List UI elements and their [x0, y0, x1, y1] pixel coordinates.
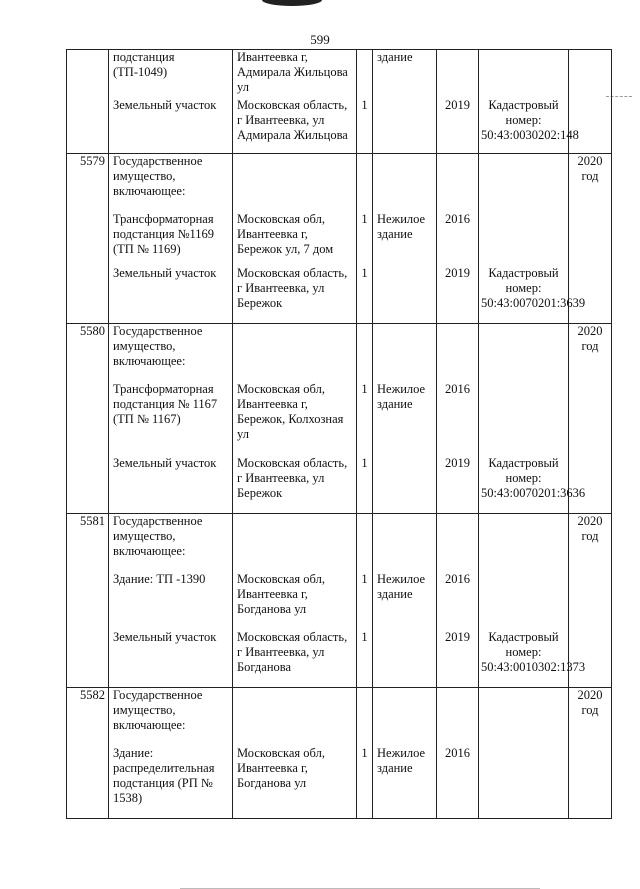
- item-type: [373, 98, 437, 154]
- item-year: 2016: [437, 572, 479, 630]
- cadastral-number: [479, 514, 569, 572]
- item-type: [373, 456, 437, 514]
- item-quantity: [357, 50, 373, 98]
- item-quantity: 1: [357, 382, 373, 456]
- item-name: Здание: ТП -1390: [109, 572, 233, 630]
- item-name: Земельный участок: [109, 98, 233, 154]
- item-year: [437, 50, 479, 98]
- item-quantity: [357, 688, 373, 746]
- item-address: Московская обл, Ивантеевка г, Бережок ул, 7 дом: [233, 212, 357, 266]
- item-number: 5581: [67, 514, 109, 572]
- item-address: Ивантеевка г, Адмирала Жильцова ул: [233, 50, 357, 98]
- item-number: 5582: [67, 688, 109, 746]
- item-address: [233, 154, 357, 212]
- item-year: 2016: [437, 746, 479, 819]
- transfer-period: [569, 630, 612, 688]
- transfer-period: [569, 212, 612, 266]
- item-number: [67, 746, 109, 819]
- item-year: [437, 154, 479, 212]
- cadastral-number: [479, 324, 569, 382]
- table-row: [67, 630, 612, 688]
- transfer-period: 2020 год: [569, 514, 612, 572]
- transfer-period: [569, 382, 612, 456]
- item-year: [437, 514, 479, 572]
- cadastral-number: Кадастровый номер: 50:43:0010302:1373: [479, 630, 569, 688]
- item-quantity: [357, 324, 373, 382]
- item-year: 2016: [437, 382, 479, 456]
- cadastral-number: [479, 572, 569, 630]
- item-name: Земельный участок: [109, 456, 233, 514]
- item-name: Государственное имущество, включающее:: [109, 324, 233, 382]
- item-type: Нежилое здание: [373, 212, 437, 266]
- item-number: [67, 266, 109, 324]
- item-number: [67, 98, 109, 154]
- item-name: Земельный участок: [109, 266, 233, 324]
- item-type: [373, 154, 437, 212]
- item-type: [373, 688, 437, 746]
- transfer-period: 2020 год: [569, 324, 612, 382]
- item-type: [373, 514, 437, 572]
- item-number: [67, 212, 109, 266]
- table-row: [67, 572, 612, 630]
- cadastral-number: Кадастровый номер: 50:43:0070201:3636: [479, 456, 569, 514]
- cadastral-number: [479, 212, 569, 266]
- cadastral-number: Кадастровый номер: 50:43:0030202:148: [479, 98, 569, 154]
- item-type: [373, 266, 437, 324]
- item-address: [233, 324, 357, 382]
- transfer-period: [569, 50, 612, 98]
- item-year: 2019: [437, 456, 479, 514]
- item-type: [373, 324, 437, 382]
- table-row: [67, 324, 612, 382]
- item-number: 5580: [67, 324, 109, 382]
- scan-artifact-top: [262, 0, 322, 6]
- item-year: [437, 688, 479, 746]
- cadastral-number: Кадастровый номер: 50:43:0070201:3639: [479, 266, 569, 324]
- item-number: [67, 630, 109, 688]
- item-name: Здание: распределительная подстанция (РП № 1538): [109, 746, 233, 819]
- item-quantity: [357, 154, 373, 212]
- table-row: [67, 688, 612, 746]
- cadastral-number: [479, 50, 569, 98]
- table-row: [67, 50, 612, 98]
- cadastral-number: [479, 382, 569, 456]
- transfer-period: [569, 746, 612, 819]
- item-address: Московская обл, Ивантеевка г, Бережок, Колхозная ул: [233, 382, 357, 456]
- cadastral-number: [479, 154, 569, 212]
- item-type: Нежилое здание: [373, 382, 437, 456]
- item-quantity: 1: [357, 266, 373, 324]
- table-body: [67, 50, 612, 819]
- table-row: [67, 382, 612, 456]
- item-quantity: 1: [357, 630, 373, 688]
- item-year: [437, 324, 479, 382]
- item-name: Государственное имущество, включающее:: [109, 154, 233, 212]
- item-name: Трансформаторная подстанция №1169 (ТП № 1169): [109, 212, 233, 266]
- transfer-period: [569, 572, 612, 630]
- transfer-period: [569, 456, 612, 514]
- item-quantity: 1: [357, 572, 373, 630]
- item-number: [67, 456, 109, 514]
- item-type: [373, 630, 437, 688]
- item-address: Московская область, г Ивантеевка, ул Богданова: [233, 630, 357, 688]
- item-name: Трансформаторная подстанция № 1167 (ТП № 1167): [109, 382, 233, 456]
- item-year: 2016: [437, 212, 479, 266]
- item-name: подстанция (ТП-1049): [109, 50, 233, 98]
- transfer-period: [569, 98, 612, 154]
- item-number: [67, 50, 109, 98]
- item-year: 2019: [437, 266, 479, 324]
- item-type: Нежилое здание: [373, 746, 437, 819]
- table-row: [67, 266, 612, 324]
- item-address: Московская область, г Ивантеевка, ул Бережок: [233, 456, 357, 514]
- table-row: [67, 98, 612, 154]
- item-name: Государственное имущество, включающее:: [109, 514, 233, 572]
- item-number: [67, 572, 109, 630]
- item-address: [233, 514, 357, 572]
- table-row: [67, 746, 612, 819]
- transfer-period: [569, 266, 612, 324]
- property-table: [66, 49, 612, 819]
- item-address: Московская обл, Ивантеевка г, Богданова ул: [233, 746, 357, 819]
- cadastral-number: [479, 746, 569, 819]
- item-address: Московская обл, Ивантеевка г, Богданова ул: [233, 572, 357, 630]
- item-quantity: 1: [357, 212, 373, 266]
- item-quantity: [357, 514, 373, 572]
- item-address: Московская область, г Ивантеевка, ул Бережок: [233, 266, 357, 324]
- table-row: [67, 154, 612, 212]
- item-address: Московская область, г Ивантеевка, ул Адмирала Жильцова: [233, 98, 357, 154]
- item-year: 2019: [437, 98, 479, 154]
- item-address: [233, 688, 357, 746]
- table-row: [67, 212, 612, 266]
- table-row: [67, 456, 612, 514]
- transfer-period: 2020 год: [569, 154, 612, 212]
- item-name: Земельный участок: [109, 630, 233, 688]
- item-type: здание: [373, 50, 437, 98]
- page-number: 599: [310, 32, 330, 47]
- item-name: Государственное имущество, включающее:: [109, 688, 233, 746]
- item-number: [67, 382, 109, 456]
- item-year: 2019: [437, 630, 479, 688]
- item-quantity: 1: [357, 98, 373, 154]
- cadastral-number: [479, 688, 569, 746]
- item-number: 5579: [67, 154, 109, 212]
- item-type: Нежилое здание: [373, 572, 437, 630]
- table-row: [67, 514, 612, 572]
- transfer-period: 2020 год: [569, 688, 612, 746]
- item-quantity: 1: [357, 746, 373, 819]
- item-quantity: 1: [357, 456, 373, 514]
